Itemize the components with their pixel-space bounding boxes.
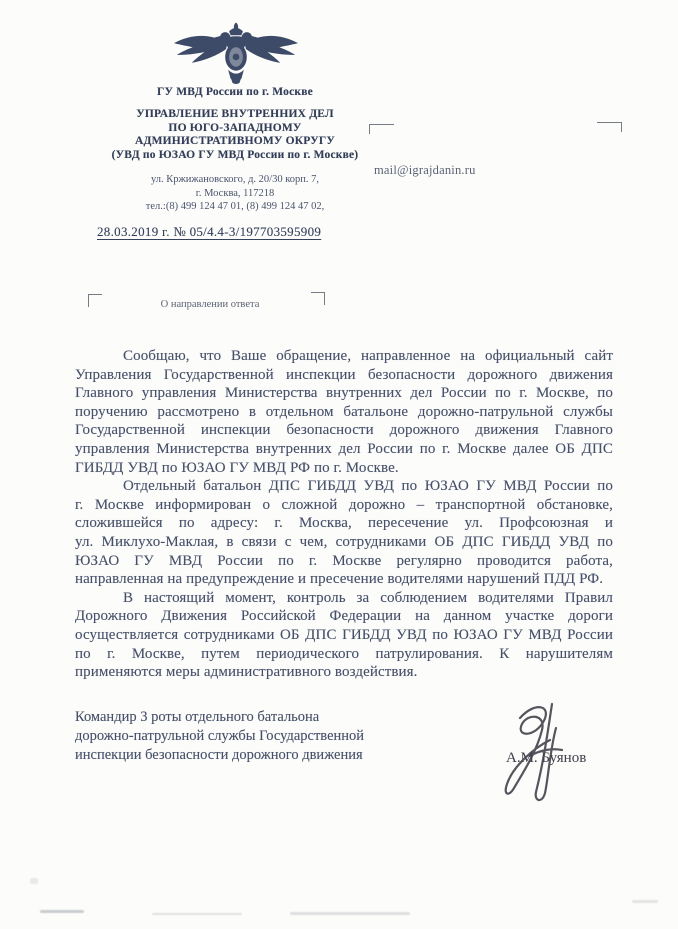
body-line: Отдельный батальон ДПС ГИБДД УВД по ЮЗАО ГУ МВД России по: [123, 478, 613, 495]
department-name: [75, 108, 395, 162]
body-line: поручению рассмотрено в отдельном батальоне дорожно-патрульной службы: [75, 403, 613, 420]
body-line: Государственной инспекции безопасности дорожного движения Главного: [75, 422, 613, 439]
org-name: ГУ МВД России по г. Москве: [157, 86, 313, 98]
signature-title-line: Командир 3 роты отдельного батальона: [75, 709, 320, 725]
department-line: АДМИНИСТРАТИВНОМУ ОКРУГУ: [134, 135, 336, 147]
scan-artifact: [30, 878, 38, 884]
department-line: УПРАВЛЕНИЕ ВНУТРЕННИХ ДЕЛ: [136, 108, 334, 120]
subject-line: О направлении ответа: [160, 299, 260, 310]
letter-body: [75, 347, 613, 682]
signature-name: А.М. Буянов: [506, 750, 587, 766]
body-line: по г. Москве, путем периодического патрулирования. К нарушителям: [75, 645, 613, 662]
body-line: ЮЗАО ГУ МВД России по г. Москве регулярно проводится работа,: [75, 552, 613, 569]
recipient-email: mail@igrajdanin.ru: [374, 163, 476, 177]
org-address: [75, 173, 395, 214]
signature-title-line: инспекции безопасности дорожного движения: [75, 746, 363, 763]
corner-bracket-top-left: [369, 124, 394, 134]
body-paragraph: [75, 347, 613, 477]
scan-artifact: [290, 912, 410, 915]
body-line: управления Министерства внутренних дел России по г. Москве далее ОБ ДПС: [75, 440, 613, 457]
body-line: г. Москве информирован о сложной дорожно – транспортной обстановке,: [75, 496, 613, 513]
address-line: г. Москва, 117218: [195, 187, 275, 199]
body-line: Сообщаю, что Ваше обращение, направленное на официальный сайт: [123, 348, 613, 364]
body-line: направленная на предупреждение и пресечение водителями нарушений ПДД РФ.: [75, 571, 604, 588]
ref-number: 28.03.2019 г. № 05/4.4-3/197703595909: [97, 224, 322, 239]
body-line: применяются меры административного воздействия.: [75, 664, 418, 681]
subject-bracket-left: [88, 294, 102, 307]
body-line: Главного управления Министерства внутренних дел России по г. Москве, по: [75, 385, 613, 402]
address-line: тел.:(8) 499 124 47 01, (8) 499 124 47 02,: [145, 201, 325, 212]
subject-bracket-right: [311, 292, 325, 305]
department-line: ПО ЮГО-ЗАПАДНОМУ: [168, 121, 302, 134]
signature-title-line: дорожно-патрульной службы Государственной: [75, 727, 365, 744]
signature-title: [75, 708, 415, 764]
body-paragraph: [75, 477, 613, 589]
scan-artifact: [40, 910, 84, 913]
body-line: осуществляется сотрудниками ОБ ДПС ГИБДД УВД по ЮЗАО ГУ МВД России: [75, 626, 613, 643]
body-line: Дорожного Движения Российской Федерации на данном участке дороги: [75, 608, 613, 625]
body-line: сложившейся по адресу: г. Москва, пересечение ул. Профсоюзная и: [75, 515, 613, 532]
body-line: Управления Государственной инспекции безопасности дорожного движения: [75, 366, 613, 383]
mvd-eagle-emblem-icon: [172, 22, 300, 84]
address-line: ул. Кржижановского, д. 20/30 корп. 7,: [150, 174, 320, 185]
body-line: ул. Миклухо-Маклая, в связи с чем, сотрудниками ОБ ДПС ГИБДД УВД по: [75, 533, 613, 550]
scan-artifact: [632, 900, 658, 903]
corner-bracket-top-right: [597, 122, 622, 132]
body-line: В настоящий момент, контроль за соблюдением водителями Правил: [123, 589, 613, 606]
scan-artifact: [152, 913, 242, 915]
body-paragraph: [75, 589, 613, 682]
body-line: ГИБДД УВД по ЮЗАО ГУ МВД РФ по г. Москве.: [75, 459, 399, 476]
department-line: (УВД по ЮЗАО ГУ МВД России по г. Москве): [111, 148, 359, 161]
handwritten-signature-icon: [490, 698, 586, 810]
